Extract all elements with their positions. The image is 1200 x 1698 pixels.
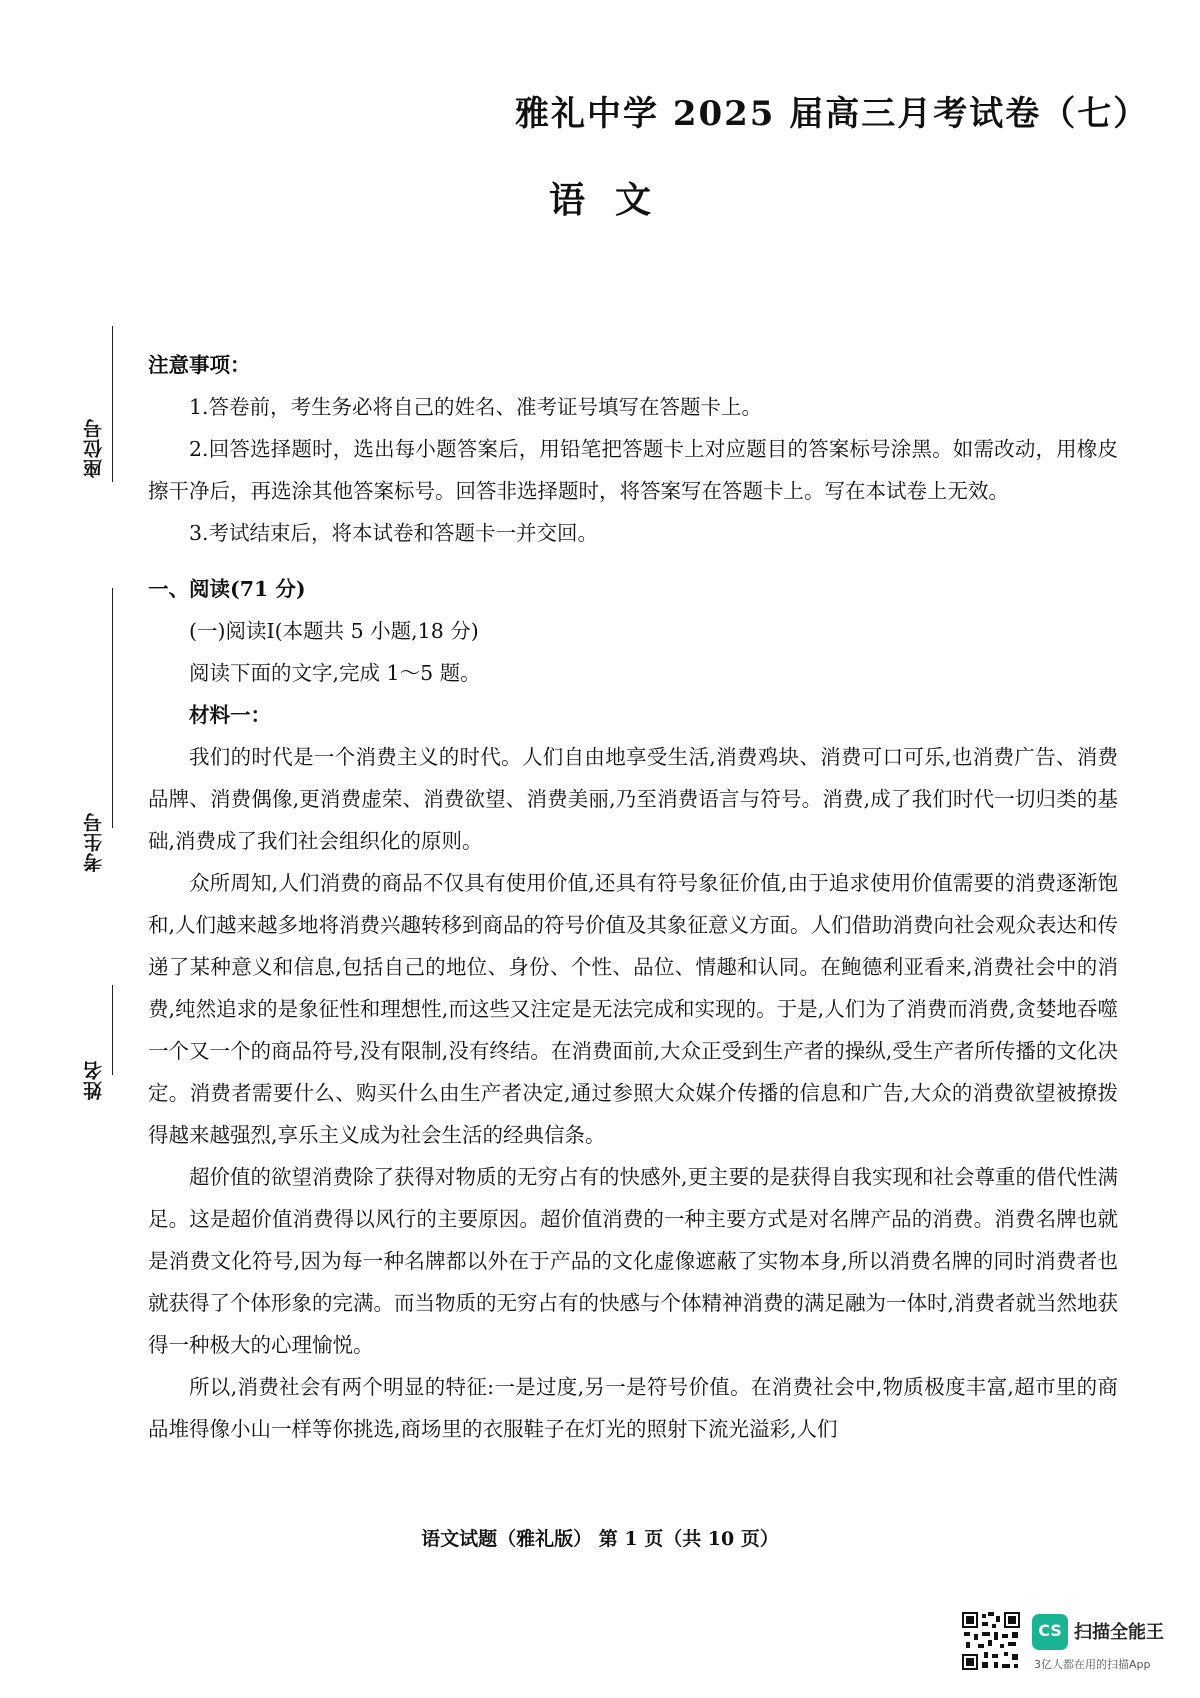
- notice-item: 1.答卷前，考生务必将自己的姓名、准考证号填写在答题卡上。: [189, 395, 763, 419]
- reading-instruction: 阅读下面的文字,完成 1～5 题。: [189, 661, 481, 685]
- qr-code-icon: [960, 1610, 1022, 1672]
- exam-content: [148, 344, 1118, 1450]
- seat-number-line: [112, 326, 113, 482]
- name-label: 姓名: [83, 1060, 105, 1100]
- logo-text: CS: [1038, 1621, 1062, 1640]
- scanner-tagline: 3亿人都在用的扫描App: [1034, 1658, 1151, 1671]
- scanner-app-name: 扫描全能王: [1074, 1622, 1164, 1643]
- material-label: 材料一：: [189, 703, 271, 727]
- camscanner-logo-icon: [1032, 1614, 1068, 1650]
- passage-paragraph: 超价值的欲望消费除了获得对物质的无穷占有的快感外,更主要的是获得自我实现和社会尊重的借代性满足。这是超价值消费得以风行的主要原因。超价值消费的一种主要方式是对名牌产品的消费。消费名牌也就是消费文化符号,因为每一种名牌都以外在于产品的文化虚像遮蔽了实物本身,所以消费名牌的同时消费者也就获得了个体形象的完满。而当物质的无穷占有的快感与个体精神消费的满足融为一体时,消费者就当然地获得一种极大的心理愉悦。: [148, 1165, 1119, 1357]
- notice-heading: 注意事项：: [148, 353, 251, 377]
- seat-number-label: 座位号: [83, 418, 105, 478]
- passage-paragraph: 众所周知,人们消费的商品不仅具有使用价值,还具有符号象征价值,由于追求使用价值需要的消费逐渐饱和,人们越来越多地将消费兴趣转移到商品的符号价值及其象征意义方面。人们借助消费向社会观众表达和传递了某种意义和信息,包括自己的地位、身份、个性、品位、情趣和认同。在鲍德利亚看来,消费社会中的消费,纯然追求的是象征性和理想性,而这些又注定是无法完成和实现的。于是,人们为了消费而消费,贪婪地吞噬一个又一个的商品符号,没有限制,没有终结。在消费面前,大众正受到生产者的操纵,受生产者所传播的文化决定。消费者需要什么、购买什么由生产者决定,通过参照大众媒介传播的信息和广告,大众的消费欲望被撩拨得越来越强烈,享乐主义成为社会生活的经典信条。: [148, 871, 1119, 1147]
- exam-title: 雅礼中学 2025 届高三月考试卷（七）: [515, 94, 1150, 134]
- page-footer: 语文试题（雅礼版） 第 1 页（共 10 页）: [421, 1528, 779, 1550]
- name-line: [112, 985, 113, 1075]
- passage-paragraph: 我们的时代是一个消费主义的时代。人们自由地享受生活,消费鸡块、消费可口可乐,也消费广告、消费品牌、消费偶像,更消费虚荣、消费欲望、消费美丽,乃至消费语言与符号。消费,成了我们时代一切归类的基础,消费成了我们社会组织化的原则。: [148, 745, 1118, 853]
- scanner-watermark: [960, 1610, 1180, 1680]
- exam-number-line: [112, 588, 113, 828]
- passage-paragraph: 所以,消费社会有两个明显的特征:一是过度,另一是符号价值。在消费社会中,物质极度丰富,超市里的商品堆得像小山一样等你挑选,商场里的衣服鞋子在灯光的照射下流光溢彩,人们: [148, 1375, 1118, 1441]
- notice-item: 3.考试结束后，将本试卷和答题卡一并交回。: [189, 521, 599, 545]
- subject-title: 语文: [548, 179, 681, 221]
- notice-item: 2.回答选择题时，选出每小题答案后，用铅笔把答题卡上对应题目的答案标号涂黑。如需改动，用橡皮擦干净后，再选涂其他答案标号。回答非选择题时，将答案写在答题卡上。写在本试卷上无效。: [148, 437, 1118, 503]
- section-heading: 一、阅读(71 分): [148, 577, 306, 601]
- section-subheading: (一)阅读Ⅰ(本题共 5 小题,18 分): [189, 619, 479, 643]
- exam-number-label: 考生号: [83, 812, 105, 872]
